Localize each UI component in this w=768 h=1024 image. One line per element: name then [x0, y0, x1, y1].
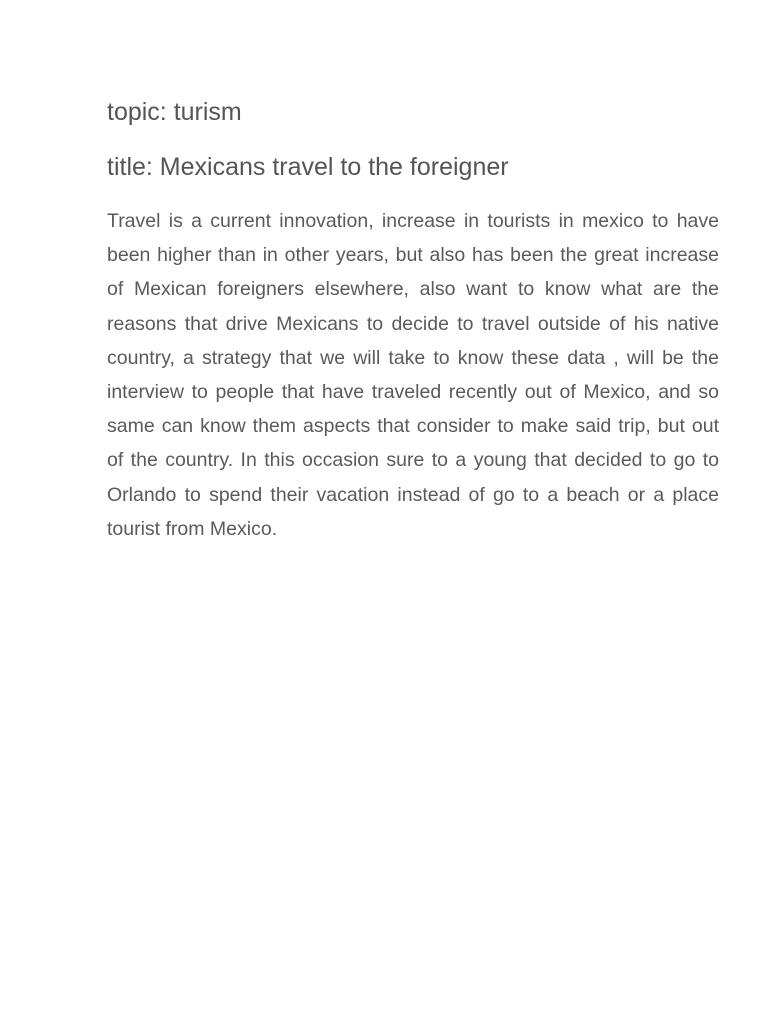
topic-line: topic: turism [107, 98, 242, 126]
document-content [107, 96, 719, 546]
document-title: title: Mexicans travel to the foreigner [107, 153, 509, 181]
body-paragraph: Travel is a current innovation, increase in tourists in mexico to have been higher than in other years, but also has been the great increase of Mexican foreigners elsewhere, also want to know what are the reasons that drive Mexicans to decide to travel outside of his native country, a strategy that we will take to know these data , will be the interview to people that have traveled recently out of Mexico, and so same can know them aspects that consider to make said trip, but out of the country. In this occasion sure to a young that decided to go to Orlando to spend their vacation instead of go to a beach or a place tourist from Mexico. [107, 210, 719, 540]
